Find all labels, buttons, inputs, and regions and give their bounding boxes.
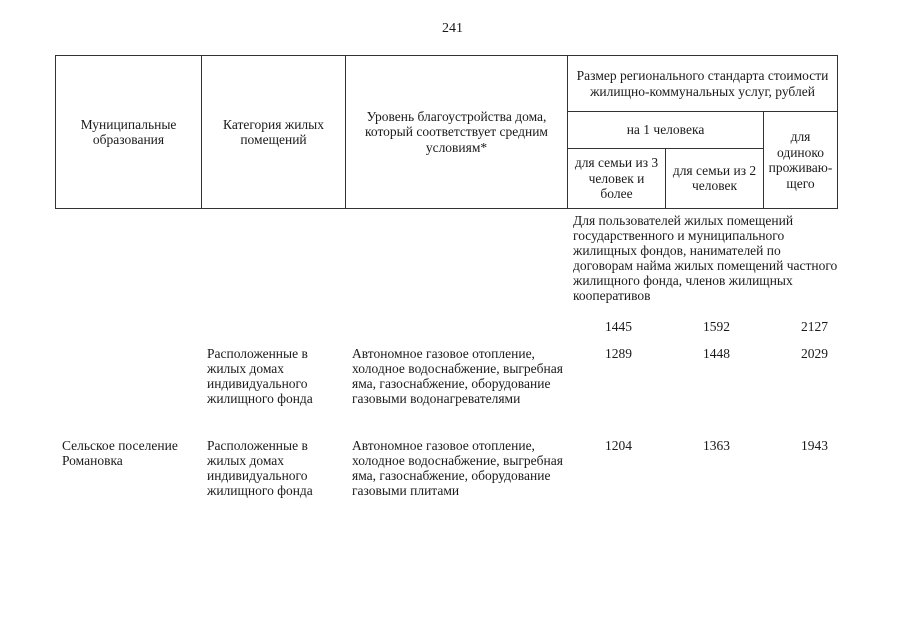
row-2-family2: 1363 [703,438,730,453]
row-2-category: Расположенные в жилых домах индивидуального жилищного фонда [207,438,313,498]
header-category: Категория жилых помещений [202,56,346,209]
header-municipality: Муниципальные образования [56,56,202,209]
row-0-family3: 1445 [605,319,632,334]
header-family2: для семьи из 2 человек [666,148,764,208]
header-standard-size: Размер регионального стандарта стоимости жилищно-коммунальных услуг, рублей [568,56,838,112]
header-level: Уровень благоустройства дома, который соответствует средним условиям* [346,56,568,209]
row-1-family2: 1448 [703,346,730,361]
row-1-family3: 1289 [605,346,632,361]
row-1-single: 2029 [801,346,828,361]
header-single: для одиноко проживаю-щего [764,112,838,209]
tariff-table-header [55,55,838,209]
page-number: 241 [442,21,463,36]
section-note: Для пользователей жилых помещений государственного и муниципального жилищных фондов, нанимателей по договорам найма жилых помещений частного жилищного фонда, членов жилищных кооперативов [573,213,838,303]
row-2-municipality: Сельское поселение Романовка [62,438,178,468]
row-2-family3: 1204 [605,438,632,453]
row-1-category: Расположенные в жилых домах индивидуального жилищного фонда [207,346,313,406]
row-1-level: Автономное газовое отопление, холодное водоснабжение, выгребная яма, газоснабжение, оборудование газовыми водонагревателями [352,346,563,406]
row-2-level: Автономное газовое отопление, холодное водоснабжение, выгребная яма, газоснабжение, оборудование газовыми плитами [352,438,563,498]
row-0-single: 2127 [801,319,828,334]
row-0-family2: 1592 [703,319,730,334]
row-2-single: 1943 [801,438,828,453]
header-family3: для семьи из 3 человек и более [568,148,666,208]
header-per-person: на 1 человека [568,112,764,148]
